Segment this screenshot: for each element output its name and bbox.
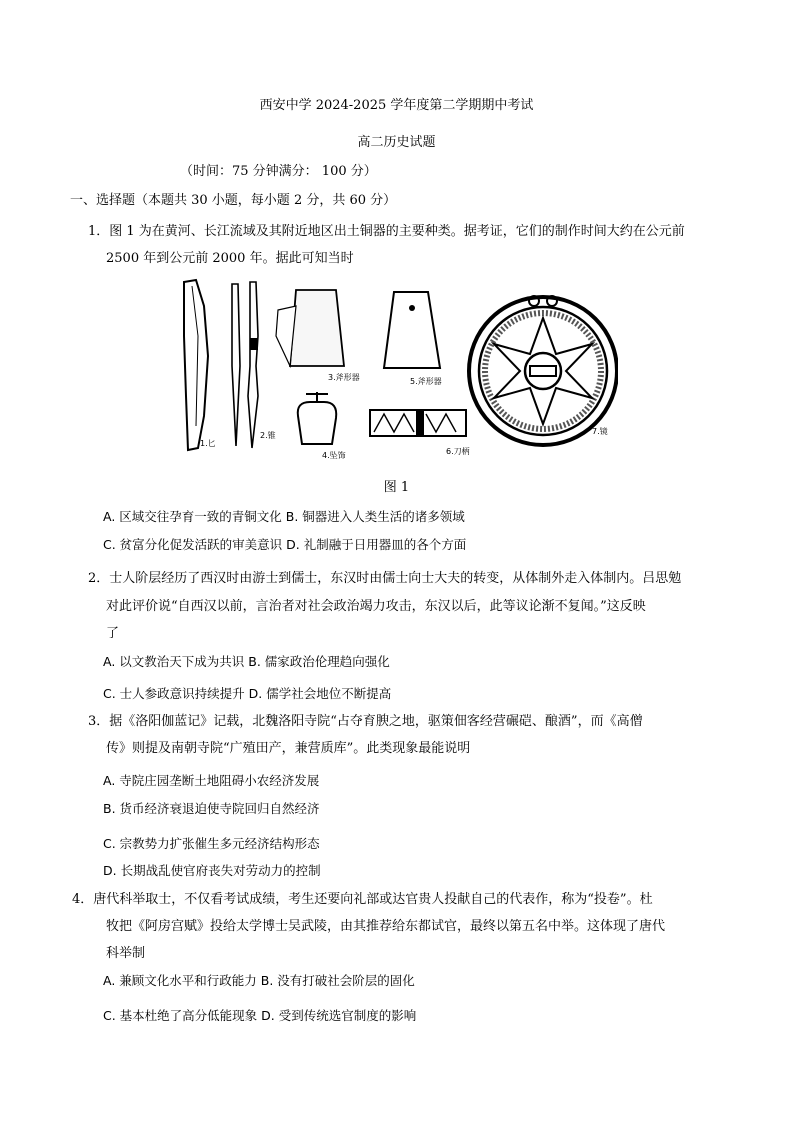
q2-stem-line-2: 对此评价说“自西汉以前，言治者对社会政治竭力攻击，东汉以后，此等议论渐不复闻。”这反映: [106, 599, 646, 614]
q2-options-line-2[interactable]: C. 士人参政意识持续提升 D. 儒学社会地位不断提高: [103, 686, 392, 701]
figure-label-4: 4.坠饰: [322, 451, 346, 460]
figure-label-6: 6.刀柄: [446, 447, 470, 456]
q3-option-b[interactable]: B. 货币经济衰退迫使寺院回归自然经济: [103, 801, 320, 816]
q2-stem-line-1: 2．士人阶层经历了西汉时由游士到儒士，东汉时由儒士向士大夫的转变，从体制外走入体制内。吕思勉: [88, 571, 682, 586]
figure-label-3: 3.斧形器: [328, 373, 360, 382]
section-heading: 一、选择题（本题共 30 小题，每小题 2 分，共 60 分）: [70, 193, 397, 208]
awl-1-drawing: [232, 284, 240, 446]
q4-options-line-1[interactable]: A. 兼顾文化水平和行政能力 B. 没有打破社会阶层的固化: [103, 973, 415, 988]
time-info: （时间：75 分钟满分： 100 分）: [180, 164, 377, 179]
figure-label-1: 1.匕: [200, 439, 216, 448]
q3-option-d[interactable]: D. 长期战乱使官府丧失对劳动力的控制: [103, 863, 321, 878]
q4-stem-line-3: 科举制: [106, 946, 146, 961]
q3-stem-line-1: 3．据《洛阳伽蓝记》记载，北魏洛阳寺院“占夺育腴之地，驱策佃客经营碾硙、酿酒”，而《高僧: [88, 714, 643, 729]
figure-label-2: 2.锥: [260, 431, 276, 440]
mirror-drawing: [469, 296, 617, 445]
axe-3-drawing: [290, 290, 344, 366]
q1-options-line-2[interactable]: C. 贫富分化促发活跃的审美意识 D. 礼制融于日用器皿的各个方面: [103, 537, 467, 552]
q1-stem-line-1: 1．图 1 为在黄河、长江流域及其附近地区出土铜器的主要种类。据考证，它们的制作时间大约在公元前: [88, 224, 685, 239]
figure-label-5: 5.斧形器: [410, 377, 442, 386]
knife-handle-band: [416, 410, 424, 436]
awl-band: [250, 338, 258, 350]
axe-5-drawing: [384, 292, 440, 368]
q4-stem-line-2: 牧把《阿房宫赋》投给太学博士吴武陵，由其推荐给东都试官，最终以第五名中举。这体现了唐代: [106, 919, 666, 934]
pendant-drawing: [298, 402, 337, 444]
q3-stem-line-2: 传》则提及南朝寺院“广殖田产，兼营质库”。此类现象最能说明: [106, 741, 471, 756]
pendant-hook: [306, 392, 328, 402]
figure-caption: 图 1: [383, 480, 410, 495]
axe-5-hole: [409, 305, 415, 311]
bronze-artifacts-figure: [178, 276, 618, 466]
q4-options-line-2[interactable]: C. 基本杜绝了高分低能现象 D. 受到传统选官制度的影响: [103, 1008, 417, 1023]
q2-stem-line-3: 了: [106, 626, 120, 641]
exam-subtitle: 高二历史试题: [357, 135, 436, 150]
q1-stem-line-2: 2500 年到公元前 2000 年。据此可知当时: [106, 251, 354, 266]
q3-option-c[interactable]: C. 宗教势力扩张催生多元经济结构形态: [103, 836, 320, 851]
awl-2-drawing: [248, 282, 258, 448]
figure-label-7: 7.镜: [592, 427, 608, 436]
q1-options-line-1[interactable]: A. 区域交往孕育一致的青铜文化 B. 铜器进入人类生活的诸多领域: [103, 509, 465, 524]
exam-title: 西安中学 2024-2025 学年度第二学期期中考试: [259, 98, 534, 113]
q2-options-line-1[interactable]: A. 以文教治天下成为共识 B. 儒家政治伦理趋向强化: [103, 654, 390, 669]
q4-stem-line-1: 4．唐代科举取士，不仅看考试成绩，考生还要向礼部或达官贵人投献自己的代表作，称为“投卷”。杜: [72, 892, 653, 907]
q3-option-a[interactable]: A. 寺院庄园垄断土地阻碍小农经济发展: [103, 773, 320, 788]
